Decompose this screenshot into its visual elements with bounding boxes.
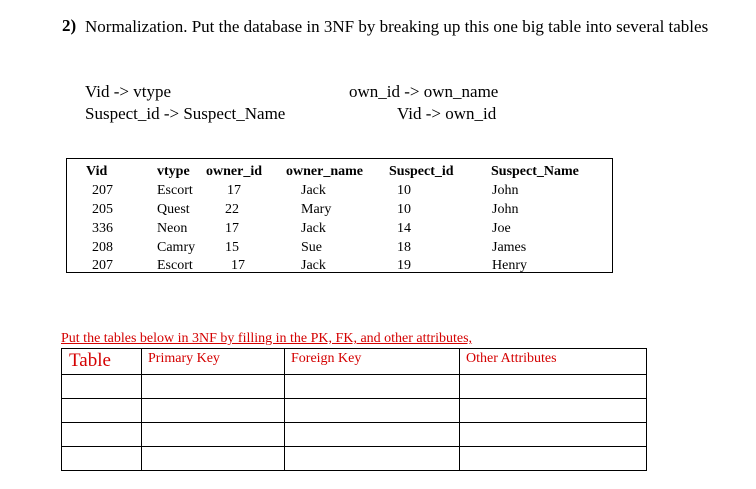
answer-cell[interactable]: [62, 423, 142, 447]
question-number: 2): [62, 16, 77, 35]
table-cell: Jack: [301, 221, 326, 236]
answer-cell[interactable]: [285, 423, 460, 447]
table-cell: 207: [92, 258, 113, 273]
answer-cell[interactable]: [460, 375, 647, 399]
answer-row: [62, 399, 647, 423]
dependency-suspect-id: Suspect_id -> Suspect_Name: [85, 104, 286, 123]
table-cell: 18: [397, 240, 411, 255]
table-cell: John: [492, 202, 519, 217]
table-cell: Quest: [157, 202, 190, 217]
header-vid: Vid: [86, 164, 108, 179]
answer-row: [62, 447, 647, 471]
header-suspect-id: Suspect_id: [389, 164, 454, 179]
question-text: Normalization. Put the database in 3NF by breaking up this one big table into several tables: [85, 17, 709, 36]
table-cell: 17: [231, 258, 245, 273]
answer-row: [62, 375, 647, 399]
table-cell: Camry: [157, 240, 196, 255]
table-cell: Henry: [492, 258, 527, 273]
table-cell: Escort: [157, 258, 193, 273]
table-cell: Escort: [157, 183, 193, 198]
answer-cell[interactable]: [142, 447, 285, 471]
answer-cell[interactable]: [285, 447, 460, 471]
table-cell: Mary: [301, 202, 332, 217]
table-cell: Jack: [301, 183, 326, 198]
table-cell: 22: [225, 202, 239, 217]
header-primary-key: Primary Key: [142, 349, 285, 375]
instruction-text: Put the tables below in 3NF by filling in the PK, FK, and other attributes,: [61, 331, 473, 346]
answer-cell[interactable]: [460, 423, 647, 447]
answer-cell[interactable]: [285, 375, 460, 399]
table-cell: 208: [92, 240, 113, 255]
table-cell: 19: [397, 258, 411, 273]
table-cell: Sue: [301, 240, 322, 255]
answer-cell[interactable]: [142, 375, 285, 399]
table-cell: 336: [92, 221, 113, 236]
header-owner-name: owner_name: [286, 164, 363, 179]
dependency-vid-own-id: Vid -> own_id: [397, 104, 497, 123]
table-cell: 205: [92, 202, 113, 217]
answer-row: [62, 423, 647, 447]
header-owner-id: owner_id: [206, 164, 262, 179]
header-other-attributes: Other Attributes: [460, 349, 647, 375]
table-cell: Jack: [301, 258, 326, 273]
answer-cell[interactable]: [142, 423, 285, 447]
table-cell: James: [492, 240, 527, 255]
header-vtype: vtype: [157, 164, 190, 179]
table-cell: 10: [397, 183, 411, 198]
answer-cell[interactable]: [460, 447, 647, 471]
table-cell: Neon: [157, 221, 188, 236]
answer-cell[interactable]: [142, 399, 285, 423]
answer-cell[interactable]: [62, 375, 142, 399]
dependency-vid-vtype: Vid -> vtype: [85, 82, 171, 101]
header-foreign-key: Foreign Key: [285, 349, 460, 375]
table-cell: John: [492, 183, 519, 198]
table-cell: 10: [397, 202, 411, 217]
answer-header-row: [62, 349, 647, 375]
table-cell: 17: [225, 221, 239, 236]
table-cell: Joe: [492, 221, 511, 236]
dependency-own-id: own_id -> own_name: [349, 82, 499, 101]
header-table: Table: [62, 349, 142, 375]
unnormalized-table: [66, 158, 613, 273]
answer-cell[interactable]: [285, 399, 460, 423]
answer-cell[interactable]: [62, 399, 142, 423]
answer-table: [61, 348, 647, 471]
table-cell: 207: [92, 183, 113, 198]
answer-cell[interactable]: [62, 447, 142, 471]
table-cell: 17: [227, 183, 241, 198]
table-cell: 14: [397, 221, 411, 236]
answer-cell[interactable]: [460, 399, 647, 423]
header-suspect-name: Suspect_Name: [491, 164, 579, 179]
table-cell: 15: [225, 240, 239, 255]
